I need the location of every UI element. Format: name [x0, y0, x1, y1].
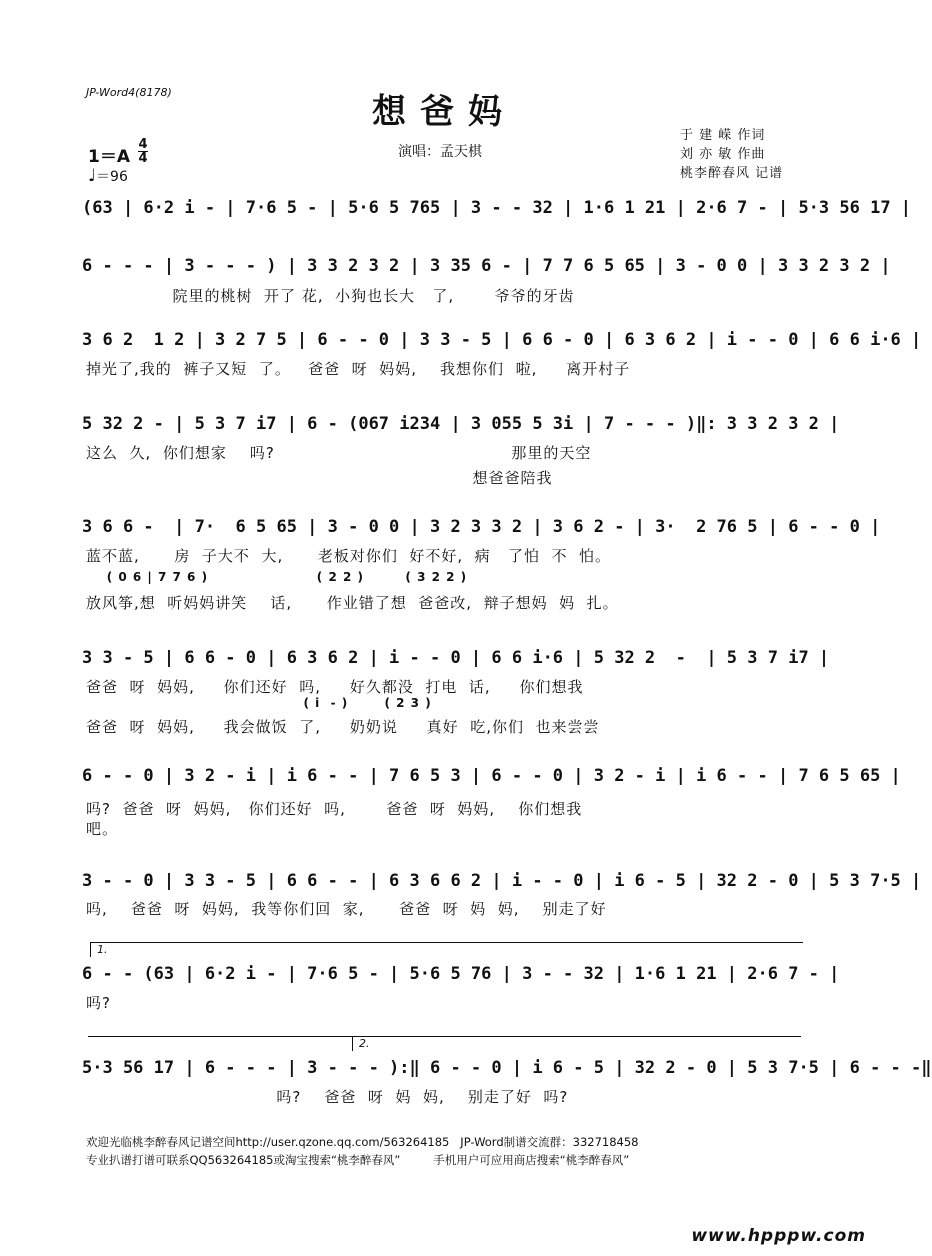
- quarter-note-icon: ♩: [88, 166, 97, 186]
- lyricist-credit: 于 建 嵘 作词: [680, 128, 766, 143]
- composer-credit: 刘 亦 敏 作曲: [680, 147, 766, 162]
- notation-row-8: 3 - - 0 | 3 3 - 5 | 6 6 - - | 6 3 6 6 2 | i - - 0 | i 6 - 5 | 32 2 - 0 | 5 3 7·5 |: [82, 871, 922, 891]
- alt-notes-row-5: ( 0 6 | 7 7 6 ) ( 2 2 ) ( 3 2 2 ): [86, 570, 468, 584]
- volta-label-1: 1.: [97, 943, 108, 956]
- volta-label-2: 2.: [359, 1037, 370, 1050]
- lyric-row-4a: 这么 久, 你们想家 吗? 那里的天空: [86, 444, 592, 462]
- tempo-marking: [88, 166, 128, 186]
- notation-row-7: 6 - - 0 | 3 2 - i | i 6 - - | 7 6 5 3 | 6 - - 0 | 3 2 - i | i 6 - - | 7 6 5 65 |: [82, 766, 901, 786]
- notation-row-10: 5·3 56 17 | 6 - - - | 3 - - - ):‖ 6 - - 0 | i 6 - 5 | 32 2 - 0 | 5 3 7·5 | 6 - - -‖: [82, 1058, 932, 1078]
- notation-row-9: 6 - - (63 | 6·2 i - | 7·6 5 - | 5·6 5 76 | 3 - - 32 | 1·6 1 21 | 2·6 7 - |: [82, 964, 840, 984]
- lyric-row-2: 院里的桃树 开了 花, 小狗也长大 了, 爷爷的牙齿: [86, 287, 575, 305]
- lyric-row-6b: 爸爸 呀 妈妈, 我会做饭 了, 奶奶说 真好 吃,你们 也来尝尝: [86, 718, 600, 736]
- notation-row-3: 3 6 2 1 2 | 3 2 7 5 | 6 - - 0 | 3 3 - 5 | 6 6 - 0 | 6 3 6 2 | i - - 0 | 6 6 i·6 |: [82, 330, 922, 350]
- volta-bracket-2: [352, 1036, 801, 1051]
- volta-bracket-1: [90, 942, 803, 957]
- footer-line-1: 欢迎光临桃李醉春风记谱空间http://user.qzone.qq.com/563264185 JP-Word制谱交流群：332718458: [86, 1135, 639, 1149]
- lyric-row-7b: 吧。: [86, 820, 119, 838]
- notation-row-1: (63 | 6·2 i - | 7·6 5 - | 5·6 5 765 | 3 - - 32 | 1·6 1 21 | 2·6 7 - | 5·3 56 17 |: [82, 198, 912, 218]
- lyric-row-3: 掉光了,我的 裤子又短 了。 爸爸 呀 妈妈, 我想你们 啦, 离开村子: [86, 360, 631, 378]
- notation-row-6: 3 3 - 5 | 6 6 - 0 | 6 3 6 2 | i - - 0 | 6 6 i·6 | 5 32 2 - | 5 3 7 i7 |: [82, 648, 830, 668]
- transcriber-credit: 桃李醉春风 记谱: [680, 166, 784, 181]
- time-signature-bottom: 4: [138, 151, 148, 166]
- lyric-row-8: 吗, 爸爸 呀 妈妈, 我等你们回 家, 爸爸 呀 妈 妈, 别走了好: [86, 900, 607, 918]
- lyric-row-9: 吗?: [86, 994, 111, 1012]
- time-signature-top: 4: [138, 137, 148, 152]
- lyric-row-4b: 想爸爸陪我: [86, 469, 553, 487]
- lyric-row-5a: 蓝不蓝, 房 子大不 大, 老板对你们 好不好, 病 了怕 不 怕。: [86, 547, 612, 565]
- volta-line-left: [88, 1036, 352, 1037]
- time-signature: [138, 138, 148, 165]
- key-signature: 1＝A: [88, 147, 130, 167]
- lyric-row-10: 吗? 爸爸 呀 妈 妈, 别走了好 吗?: [86, 1088, 569, 1106]
- singer-credit: 演唱：孟天棋: [398, 144, 482, 160]
- lyric-row-7a: 吗? 爸爸 呀 妈妈, 你们还好 吗, 爸爸 呀 妈妈, 你们想我: [86, 800, 583, 818]
- alt-notes-row-6: ( i - ) ( 2 3 ): [86, 696, 432, 710]
- notation-row-2: 6 - - - | 3 - - - ) | 3 3 2 3 2 | 3 35 6 - | 7 7 6 5 65 | 3 - 0 0 | 3 3 2 3 2 |: [82, 256, 891, 276]
- notation-row-5: 3 6 6 - | 7· 6 5 65 | 3 - 0 0 | 3 2 3 3 2 | 3 6 2 - | 3· 2 76 5 | 6 - - 0 |: [82, 517, 881, 537]
- lyric-row-5b: 放风筝,想 听妈妈讲笑 话, 作业错了想 爸爸改, 辩子想妈 妈 扎。: [86, 594, 619, 612]
- footer-line-2: 专业扒谱打谱可联系QQ563264185或淘宝搜索“桃李醉春风” 手机用户可应用商店搜索“桃李醉春风”: [86, 1153, 630, 1167]
- software-tag: JP-Word4(8178): [86, 86, 172, 99]
- tempo-value: ＝96: [96, 169, 128, 185]
- song-title: 想爸妈: [372, 92, 516, 132]
- lyric-row-6a: 爸爸 呀 妈妈, 你们还好 吗, 好久都没 打电 话, 你们想我: [86, 678, 584, 696]
- site-watermark: www.hpppw.com: [691, 1226, 866, 1246]
- notation-row-4: 5 32 2 - | 5 3 7 i7 | 6 - (067 i234 | 3 055 5 3i | 7 - - - )‖: 3 3 2 3 2 |: [82, 414, 840, 434]
